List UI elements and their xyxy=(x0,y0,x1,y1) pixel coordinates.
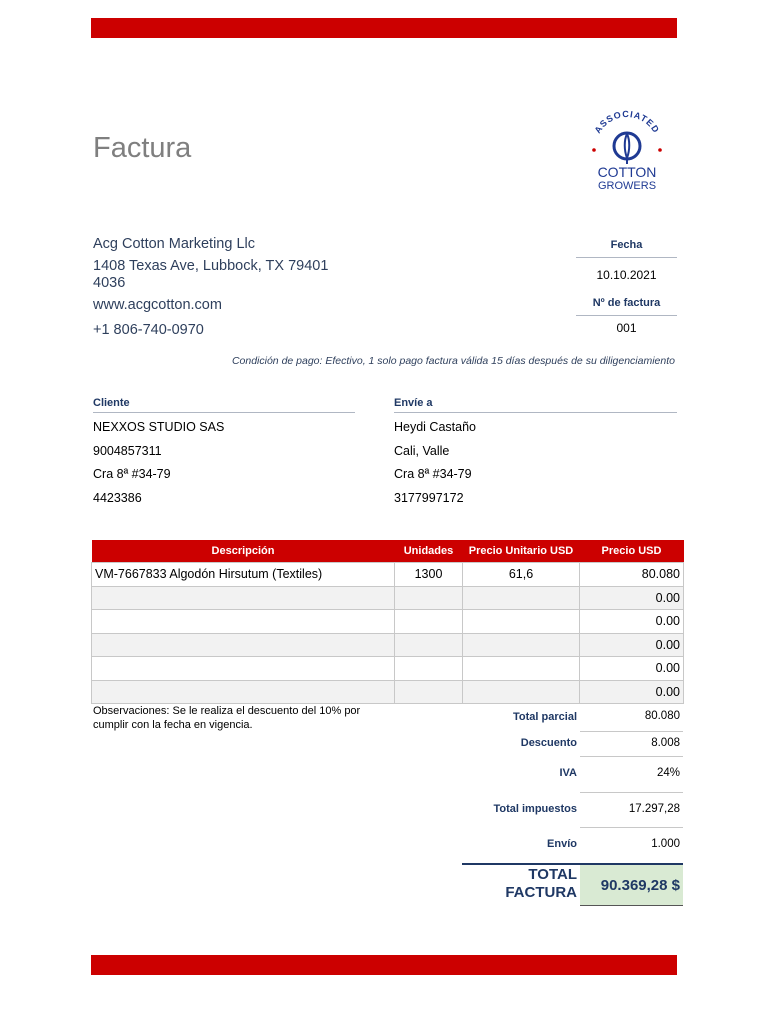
column-header-price: Precio USD xyxy=(580,540,684,563)
client-block xyxy=(93,397,355,510)
item-unit-price xyxy=(463,657,580,681)
company-address-line1: 1408 Texas Ave, Lubbock, TX 79401 xyxy=(93,258,329,274)
discount-value: 8.008 xyxy=(651,737,680,749)
client-label: Cliente xyxy=(93,397,355,413)
item-description xyxy=(92,586,395,610)
logo-word-growers: GROWERS xyxy=(597,180,657,192)
company-logo xyxy=(584,106,670,194)
item-units xyxy=(395,680,463,704)
date-divider xyxy=(576,257,677,258)
item-price: 80.080 xyxy=(580,563,684,587)
item-unit-price xyxy=(463,610,580,634)
iva-label: IVA xyxy=(559,767,577,779)
item-description xyxy=(92,633,395,657)
item-price: 0.00 xyxy=(580,586,684,610)
item-units xyxy=(395,586,463,610)
table-row xyxy=(92,586,684,610)
item-price: 0.00 xyxy=(580,657,684,681)
ship-to-city: Cali, Valle xyxy=(394,443,450,458)
item-price: 0.00 xyxy=(580,610,684,634)
item-units xyxy=(395,657,463,681)
subtotal-divider xyxy=(580,731,683,732)
total-taxes-label: Total impuestos xyxy=(493,803,577,815)
iva-divider xyxy=(580,792,683,793)
item-unit-price xyxy=(463,633,580,657)
client-id: 9004857311 xyxy=(93,443,162,458)
svg-text:ASSOCIATED xyxy=(592,109,661,135)
invoice-total-label xyxy=(462,866,577,902)
discount-label: Descuento xyxy=(520,737,577,749)
items-header-row xyxy=(92,540,684,563)
company-name: Acg Cotton Marketing Llc xyxy=(93,236,255,252)
ship-to-block xyxy=(394,397,677,510)
item-unit-price xyxy=(463,586,580,610)
ship-to-name: Heydi Castaño xyxy=(394,420,476,434)
item-description xyxy=(92,680,395,704)
invoice-total-label-line1: TOTAL xyxy=(528,866,577,883)
page-title: Factura xyxy=(93,132,192,164)
column-header-description: Descripción xyxy=(92,540,395,563)
date-value: 10.10.2021 xyxy=(596,268,657,282)
taxes-divider xyxy=(580,827,683,828)
date-label: Fecha xyxy=(610,239,643,251)
item-units: 1300 xyxy=(395,563,463,587)
invoice-number-value: 001 xyxy=(616,321,637,335)
client-phone: 4423386 xyxy=(93,490,142,505)
item-unit-price xyxy=(463,680,580,704)
column-header-unit-price: Precio Unitario USD xyxy=(463,540,580,563)
invoice-total-value: 90.369,28 $ xyxy=(580,865,683,906)
cotton-boll-icon xyxy=(584,106,670,194)
logo-word-cotton: COTTON xyxy=(597,164,657,180)
company-address-line2: 4036 xyxy=(93,275,126,291)
item-description xyxy=(92,610,395,634)
item-description xyxy=(92,657,395,681)
item-unit-price: 61,6 xyxy=(463,563,580,587)
iva-value: 24% xyxy=(656,767,680,779)
company-info xyxy=(93,236,363,339)
item-description: VM-7667833 Algodón Hirsutum (Textiles) xyxy=(92,563,395,587)
ship-to-address: Cra 8ª #34-79 xyxy=(394,467,472,481)
invoice-total-label-line2: FACTURA xyxy=(505,884,577,901)
column-header-units: Unidades xyxy=(395,540,463,563)
ship-to-phone: 3177997172 xyxy=(394,490,464,505)
item-units xyxy=(395,633,463,657)
invoice-number-divider xyxy=(576,315,677,316)
top-accent-bar xyxy=(91,18,677,38)
discount-divider xyxy=(580,756,683,757)
company-website[interactable]: www.acgcotton.com xyxy=(93,297,222,313)
table-row xyxy=(92,633,684,657)
payment-terms: Condición de pago: Efectivo, 1 solo pago factura válida 15 días después de su diligenciamiento xyxy=(231,355,675,367)
item-units xyxy=(395,610,463,634)
observations-note: Observaciones: Se le realiza el descuento del 10% por cumplir con la fecha en vigencia. xyxy=(93,705,361,731)
shipping-label: Envío xyxy=(547,838,577,850)
shipping-value: 1.000 xyxy=(651,838,680,850)
client-address: Cra 8ª #34-79 xyxy=(93,467,171,481)
ship-to-label: Envíe a xyxy=(394,397,677,413)
bottom-accent-bar xyxy=(91,955,677,975)
table-row xyxy=(92,680,684,704)
table-row xyxy=(92,657,684,681)
logo-arc-text: ASSOCIATED xyxy=(592,108,662,136)
table-row xyxy=(92,610,684,634)
company-phone: +1 806-740-0970 xyxy=(93,322,204,338)
subtotal-value: 80.080 xyxy=(644,710,680,722)
items-table xyxy=(91,540,684,704)
item-price: 0.00 xyxy=(580,633,684,657)
client-name: NEXXOS STUDIO SAS xyxy=(93,420,225,434)
table-row xyxy=(92,563,684,587)
subtotal-label: Total parcial xyxy=(513,711,577,723)
invoice-number-label: Nº de factura xyxy=(592,297,661,309)
total-taxes-value: 17.297,28 xyxy=(628,803,680,815)
item-price: 0.00 xyxy=(580,680,684,704)
